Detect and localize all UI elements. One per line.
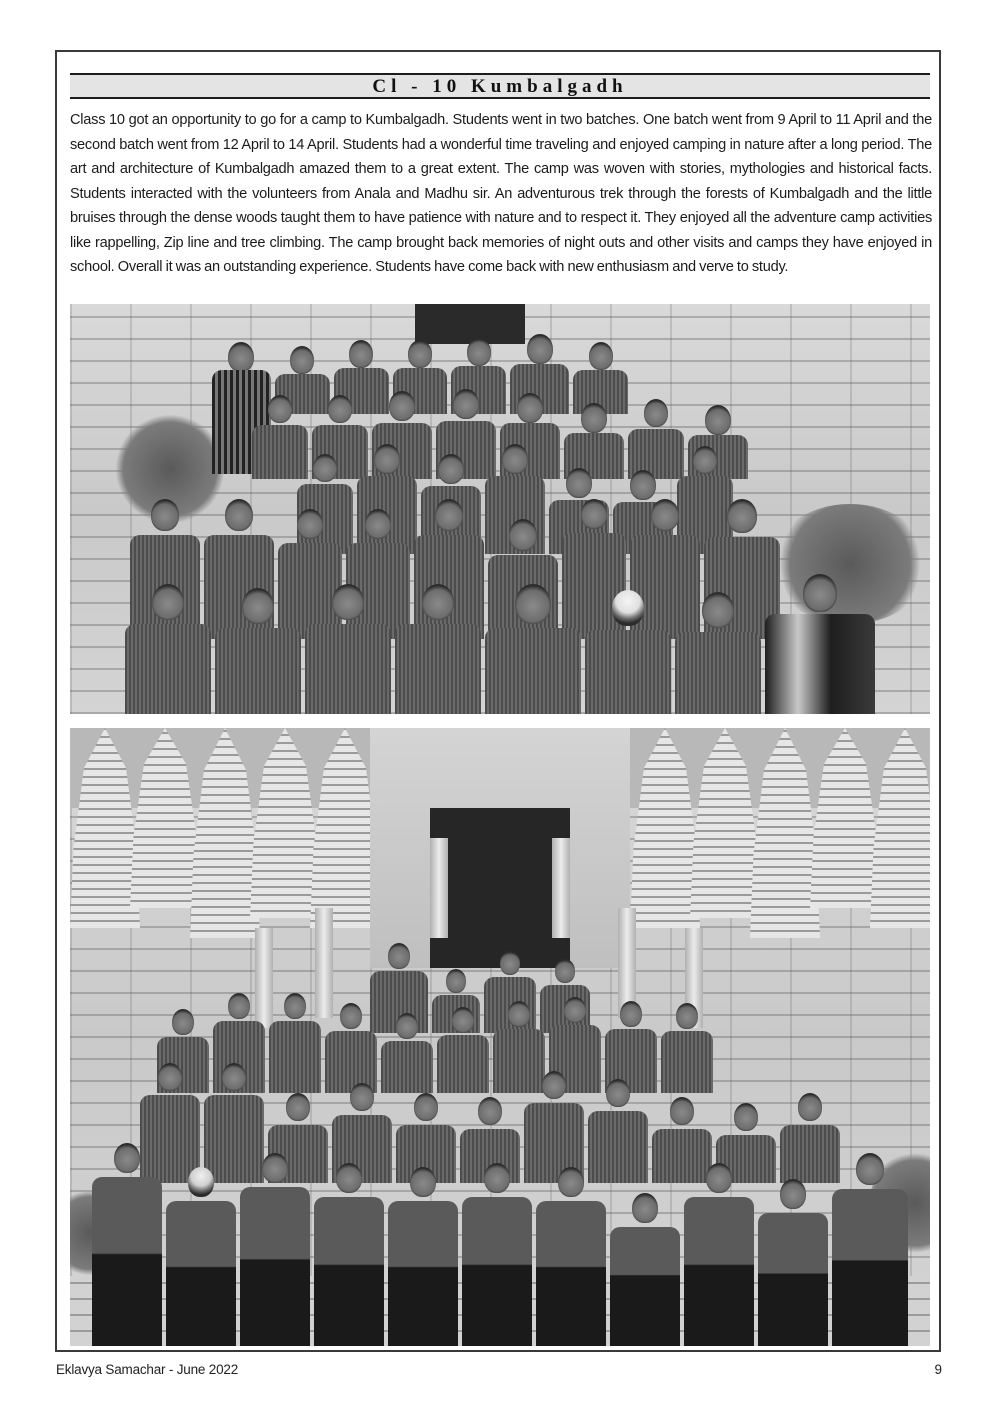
person-torso [166, 1201, 236, 1346]
person-head [798, 1093, 822, 1121]
group-photo-2 [70, 728, 930, 1346]
person-head [452, 1007, 474, 1033]
person [314, 1123, 384, 1346]
person-torso [388, 1201, 458, 1346]
person-head [388, 943, 410, 969]
person-head [188, 1167, 214, 1197]
person-torso [765, 614, 875, 714]
person-head [517, 393, 543, 423]
student-group [70, 728, 930, 1346]
person-head [693, 446, 717, 474]
person-torso [485, 628, 581, 714]
person-head [527, 334, 553, 364]
group-photo-1 [70, 304, 930, 714]
person-head [651, 499, 679, 531]
person-head [702, 592, 734, 628]
person-head [242, 588, 274, 624]
person [684, 1123, 754, 1346]
person-head [509, 519, 537, 551]
person [395, 584, 481, 714]
person [305, 584, 391, 714]
person [758, 1123, 828, 1346]
person-head [286, 1093, 310, 1121]
person-head [676, 1003, 698, 1029]
person-head [350, 1083, 374, 1111]
person-head [508, 1001, 530, 1027]
person-head [502, 444, 528, 474]
person-head [340, 1003, 362, 1029]
person-head [558, 1167, 584, 1197]
person-head [706, 1163, 732, 1193]
page-number: 9 [934, 1362, 942, 1377]
person [536, 1123, 606, 1346]
person-torso [92, 1177, 162, 1346]
person-head [606, 1079, 630, 1107]
person [166, 1123, 236, 1346]
person [610, 1123, 680, 1346]
person-head [222, 1063, 246, 1091]
person-head [620, 1001, 642, 1027]
person-head [365, 509, 391, 539]
person-torso [675, 632, 761, 714]
person-head [290, 346, 314, 374]
person-head [670, 1097, 694, 1125]
person-torso [832, 1189, 908, 1346]
person-head [336, 1163, 362, 1193]
person-head [555, 959, 575, 983]
person-head [268, 395, 292, 423]
person-head [228, 342, 254, 372]
person-head [500, 951, 520, 975]
photo-row-front [70, 1123, 930, 1346]
article-title-bar [70, 73, 930, 99]
person-head [313, 454, 337, 482]
person-head [566, 468, 592, 498]
person [485, 584, 581, 714]
person-torso [215, 628, 301, 714]
person-head [158, 1063, 182, 1091]
person-head [542, 1071, 566, 1099]
person-head [262, 1153, 288, 1183]
person-head [438, 454, 464, 484]
person-head [435, 499, 463, 531]
person-torso [758, 1213, 828, 1346]
person [832, 1123, 908, 1346]
person-head [484, 1163, 510, 1193]
person [388, 1123, 458, 1346]
person-head [581, 403, 607, 433]
person-head [172, 1009, 194, 1035]
person-head [349, 340, 373, 368]
person-torso [395, 624, 481, 714]
person-head [564, 997, 586, 1023]
person-head [374, 444, 400, 474]
person [462, 1123, 532, 1346]
person-head [478, 1097, 502, 1125]
person-head [705, 405, 731, 435]
person-head [453, 389, 479, 419]
person-head [389, 391, 415, 421]
person [765, 584, 875, 714]
person-torso [684, 1197, 754, 1346]
person-head [114, 1143, 140, 1173]
person-head [396, 1013, 418, 1039]
person-head [228, 993, 250, 1019]
person-head [856, 1153, 884, 1185]
person-torso [536, 1201, 606, 1346]
person-head [632, 1193, 658, 1223]
person-head [422, 584, 454, 620]
person [675, 584, 761, 714]
person-head [644, 399, 668, 427]
person-head [328, 395, 352, 423]
person-head [297, 509, 323, 539]
person-torso [610, 1227, 680, 1346]
person-torso [585, 630, 671, 714]
person-head [612, 590, 644, 626]
person-head [410, 1167, 436, 1197]
person-head [803, 574, 837, 612]
person-head [446, 969, 466, 993]
person-head [581, 499, 607, 529]
person-head [225, 499, 253, 531]
person-head [152, 584, 184, 620]
photo-row-front [70, 584, 930, 714]
person-torso [305, 624, 391, 714]
person [125, 584, 211, 714]
person-torso [240, 1187, 310, 1346]
person [92, 1123, 162, 1346]
student-group [70, 304, 930, 714]
publication-footer: Eklavya Samachar - June 2022 [56, 1362, 239, 1377]
person-torso [125, 624, 211, 714]
person-head [589, 342, 613, 370]
person-head [467, 338, 491, 366]
person-head [515, 584, 551, 624]
person [240, 1123, 310, 1346]
person-head [332, 584, 364, 620]
person-head [414, 1093, 438, 1121]
article-title: Cl - 10 Kumbalgadh [372, 75, 628, 97]
person-torso [462, 1197, 532, 1346]
person [585, 584, 671, 714]
person [215, 584, 301, 714]
person-head [727, 499, 757, 533]
article-body: Class 10 got an opportunity to go for a camp to Kumbalgadh. Students went in two batches. One batch went from 9 April to 11 April and the second batch went from 12 April to 14 April. Students had a wonderful time traveling and enjoyed camping in nature after a long period. The art and architecture of Kumbalgadh amazed them to a great extent. The camp was woven with stories, mythologies and historical facts. Students interacted with the volunteers from Anala and Madhu sir. An adventurous trek through the forests of Kumbalgadh and the little bruises through the dense woods taught them to have patience with nature and to respect it. They enjoyed all the adventure camp activities like rappelling, Zip line and tree climbing. The camp brought back memories of night outs and other visits and camps they have enjoyed in school. Overall it was an outstanding experience. Students have come back with new enthusiasm and verve to study. [70, 112, 932, 275]
person-head [151, 499, 179, 531]
person-head [630, 470, 656, 500]
person-torso [314, 1197, 384, 1346]
person-head [408, 340, 432, 368]
person-head [284, 993, 306, 1019]
person-head [780, 1179, 806, 1209]
